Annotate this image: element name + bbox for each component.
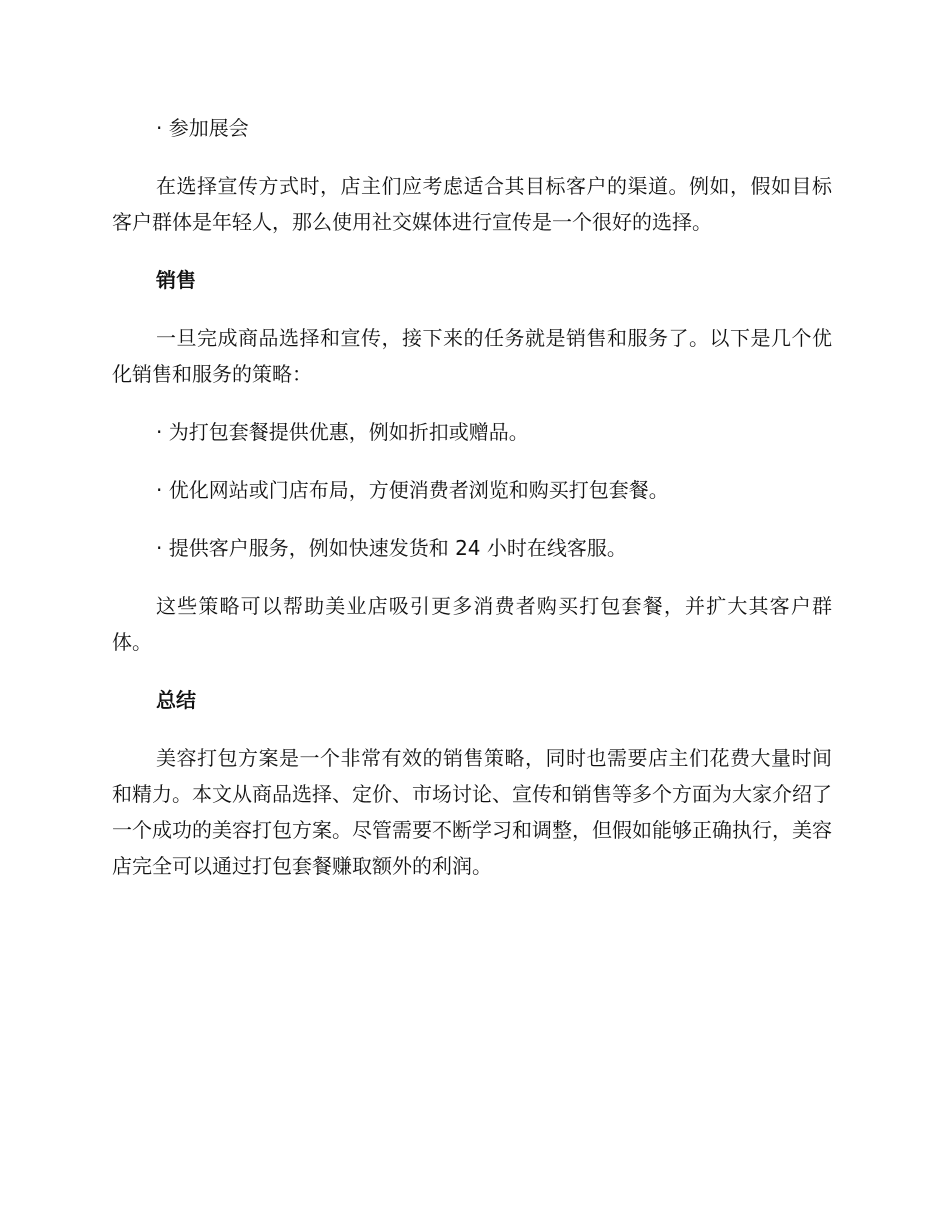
document-page bbox=[112, 110, 832, 884]
paragraph-sales-intro: 一旦完成商品选择和宣传，接下来的任务就是销售和服务了。以下是几个优化销售和服务的策略： bbox=[112, 326, 832, 386]
paragraph-strategy-benefit: 这些策略可以帮助美业店吸引更多消费者购买打包套餐，并扩大其客户群体。 bbox=[112, 594, 832, 654]
paragraph-promotion-channels: 在选择宣传方式时，店主们应考虑适合其目标客户的渠道。例如，假如目标客户群体是年轻人，那么使用社交媒体进行宣传是一个很好的选择。 bbox=[112, 174, 832, 234]
bullet-customer-service: · 提供客户服务，例如快速发货和 24 小时在线客服。 bbox=[156, 536, 627, 560]
bullet-exhibition: · 参加展会 bbox=[156, 116, 249, 140]
section-heading-summary: 总结 bbox=[156, 688, 196, 712]
bullet-discount: · 为打包套餐提供优惠，例如折扣或赠品。 bbox=[156, 420, 529, 444]
paragraph-summary: 美容打包方案是一个非常有效的销售策略，同时也需要店主们花费大量时间和精力。本文从商品选择、定价、市场讨论、宣传和销售等多个方面为大家介绍了一个成功的美容打包方案。尽管需要不断学习和调整，但假如能够正确执行，美容店完全可以通过打包套餐赚取额外的利润。 bbox=[112, 746, 832, 878]
bullet-layout: · 优化网站或门店布局，方便消费者浏览和购买打包套餐。 bbox=[156, 478, 669, 502]
section-heading-sales: 销售 bbox=[156, 268, 196, 292]
